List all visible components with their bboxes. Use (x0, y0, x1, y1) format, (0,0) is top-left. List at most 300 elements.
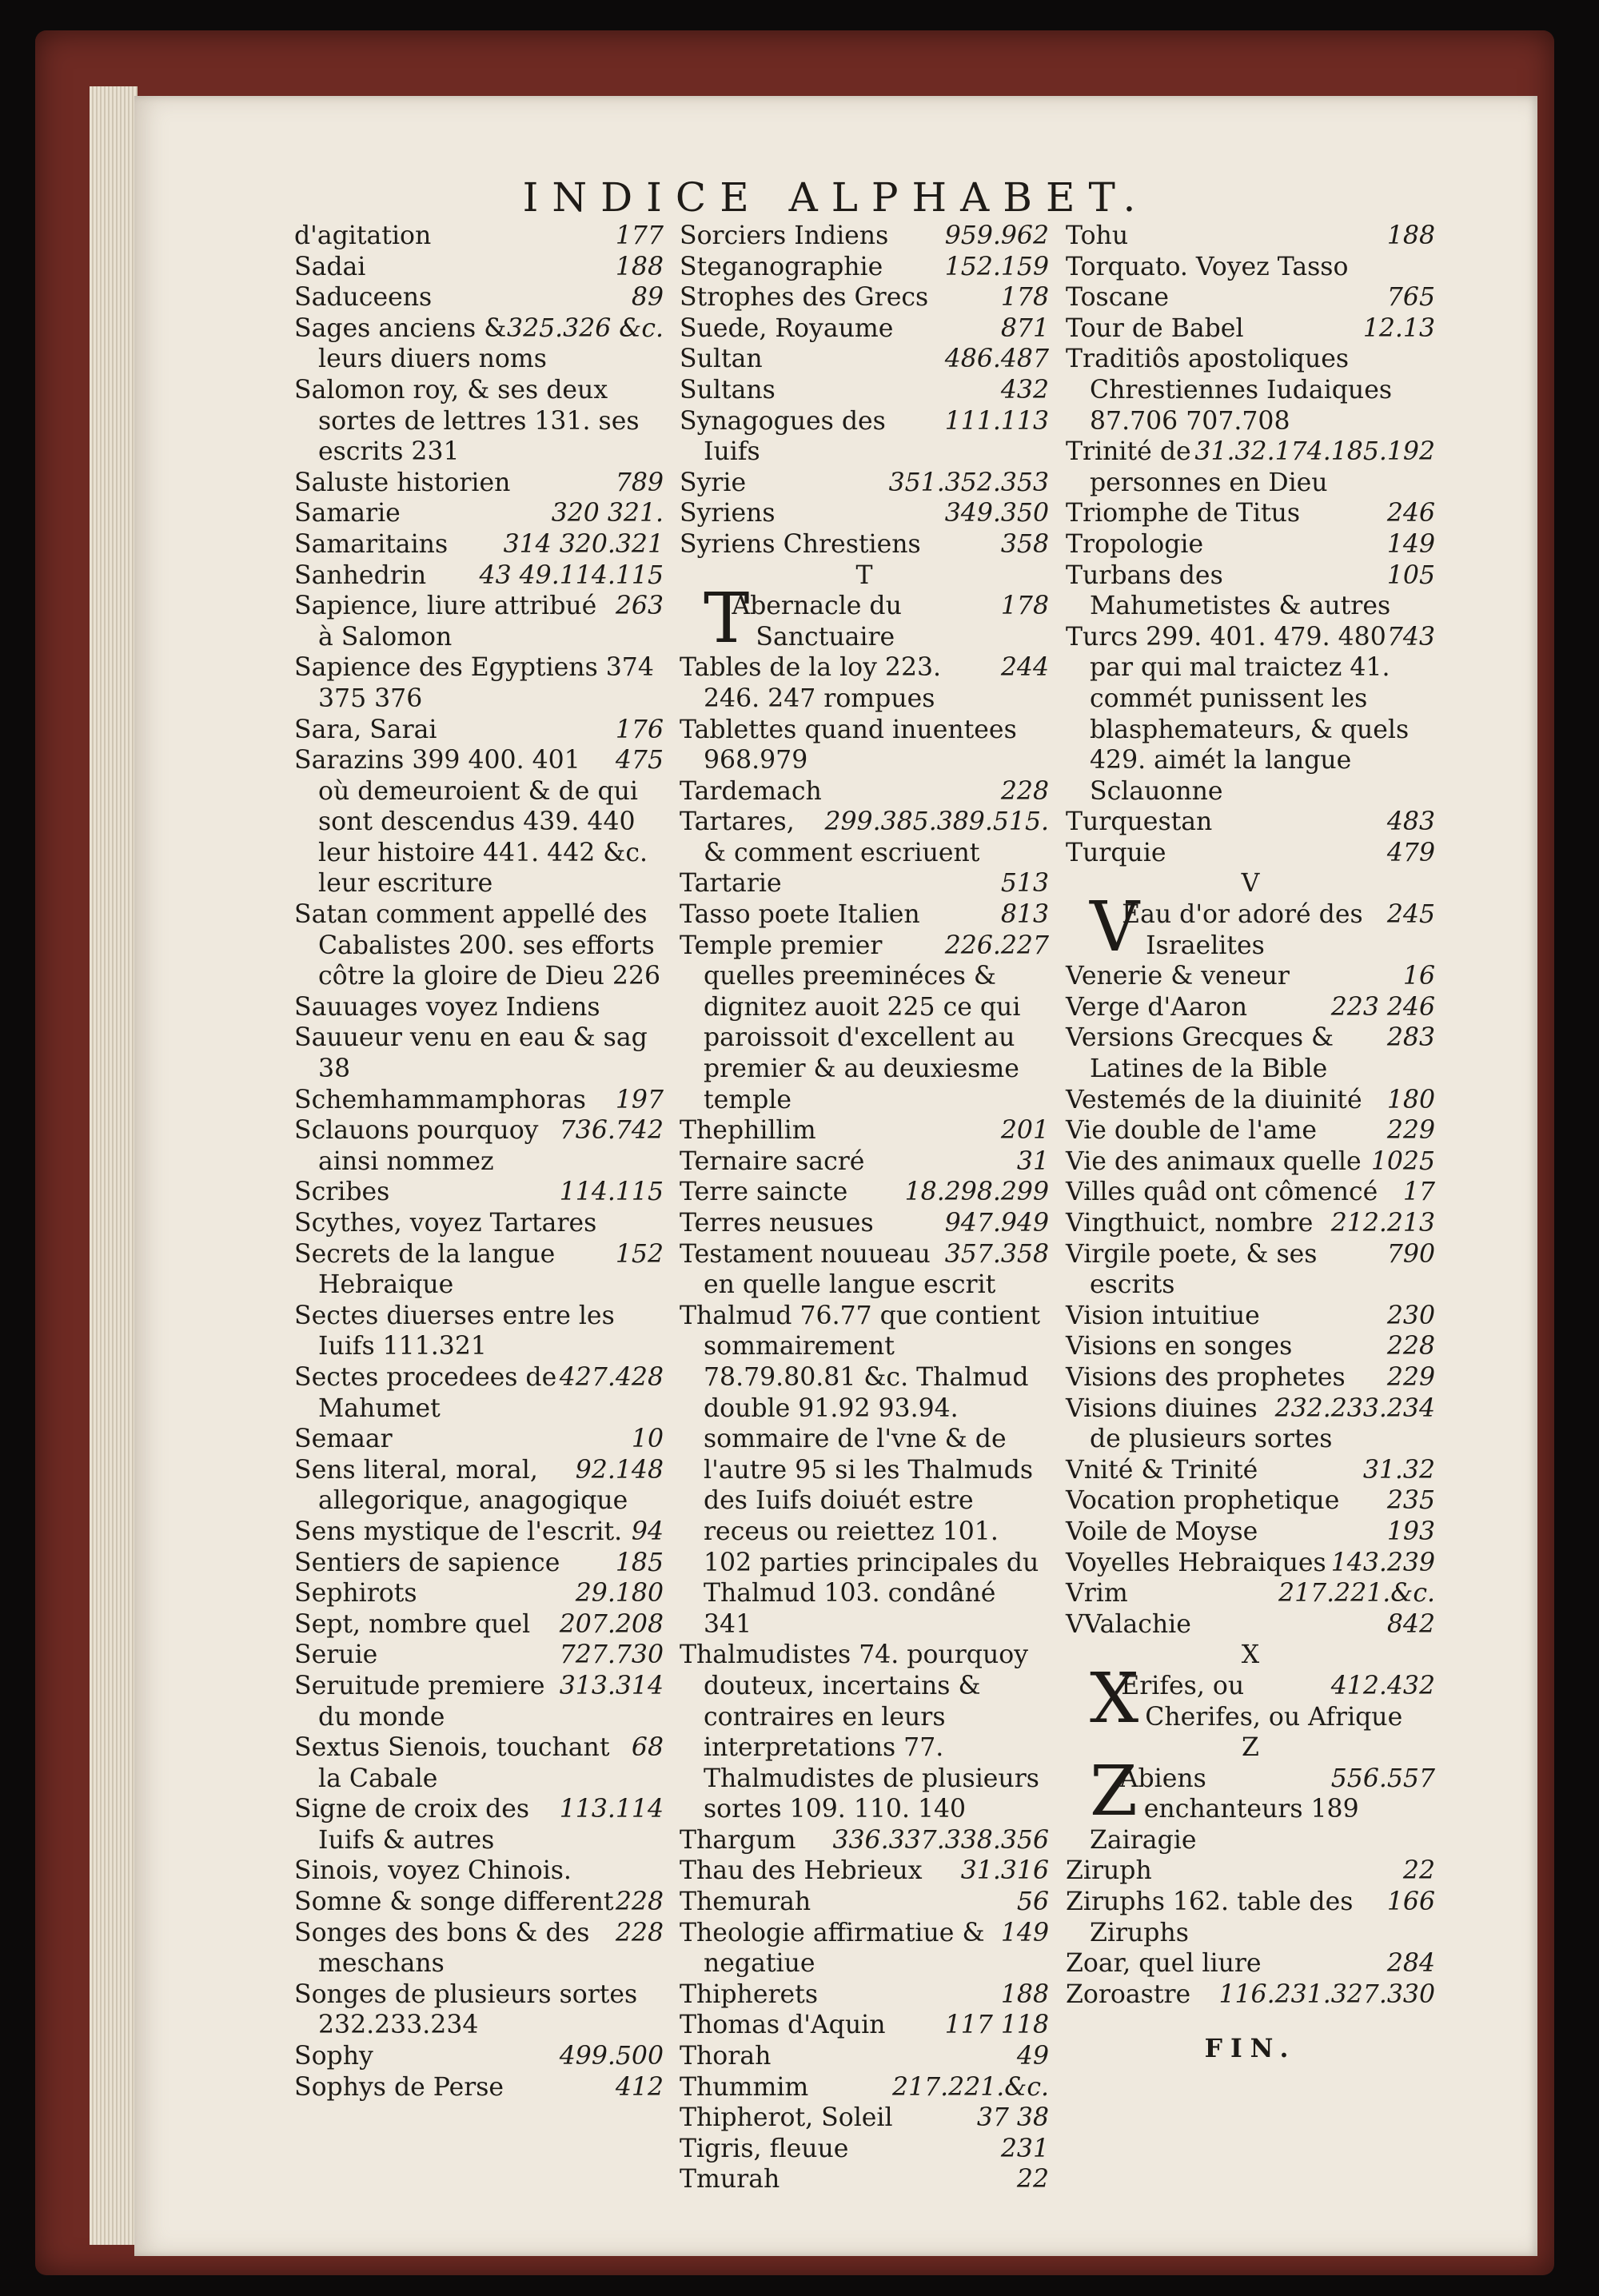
index-entry (1066, 622, 1435, 807)
entry-text: Signe de croix des Iuifs & autres (294, 1795, 530, 1855)
page-reference: 31.32 (1362, 1455, 1435, 1485)
index-entry (294, 1732, 664, 1794)
entry-text: Sapience, liure attribué à Salomon (294, 592, 597, 652)
page-reference: 16 (1402, 962, 1435, 991)
index-entry (680, 1115, 1049, 1146)
index-entry (680, 1825, 1049, 1856)
page-reference: 299.385.389.515. (824, 807, 1049, 837)
entry-text: Sept, nombre quel (294, 1609, 531, 1639)
index-entry (680, 282, 1049, 313)
page-reference: 229 (1386, 1362, 1435, 1392)
page-reference: 244 (1000, 653, 1049, 683)
index-entry (294, 221, 664, 252)
entry-text: Somne & songe different (294, 1887, 614, 1917)
page-reference: 22 (1402, 1856, 1435, 1886)
entry-text: Thomas d'Aquin (680, 2011, 886, 2040)
index-entry (680, 2072, 1049, 2103)
entry-text: Vie double de l'ame (1066, 1116, 1318, 1146)
entry-text: Testament nouueau en quelle langue escrit (680, 1239, 996, 1300)
entry-text: Ziruph (1066, 1856, 1152, 1886)
entry-text: Secrets de la langue Hebraique (294, 1239, 556, 1300)
entry-text: Temple premier quelles preeminéces & dignitez auoit 225 ce qui paroissoit d'excellent au premier & au deuxiesme temple (680, 931, 1021, 1114)
page-reference: 245 (1386, 900, 1435, 930)
index-entry (680, 468, 1049, 499)
index-entry (294, 1208, 664, 1239)
drop-initial: V (1090, 887, 1140, 968)
page-reference: 12.13 (1362, 313, 1435, 343)
index-entry (680, 2103, 1049, 2134)
index-entry (294, 529, 664, 560)
entry-text: Eau d'or adoré des Israelites (1122, 900, 1363, 960)
entry-text: Songes de plusieurs sortes 232.233.234 (294, 1979, 638, 2040)
page-reference: 37 38 (976, 2103, 1049, 2133)
entry-text: Sorciers Indiens (680, 221, 889, 250)
index-entry (680, 579, 1049, 660)
index-entry (294, 1671, 664, 1732)
entry-text: Voyelles Hebraiques (1066, 1548, 1326, 1577)
index-entry (294, 1794, 664, 1856)
index-entry (1066, 436, 1435, 498)
index-entry (1066, 221, 1435, 252)
entry-text: Sens literal, moral, allegorique, anagogique (294, 1455, 628, 1516)
page-reference: 201 (1000, 1116, 1049, 1146)
entry-text: Abernacle du Sanctuaire (732, 592, 902, 652)
entry-text: Toscane (1066, 283, 1170, 313)
entry-text: Sophys de Perse (294, 2072, 504, 2102)
entry-text: Thummim (680, 2072, 809, 2102)
page-reference: 486.487 (944, 345, 1049, 374)
entry-text: Turquestan (1066, 807, 1213, 837)
entry-text: Versions Grecques & Latines de la Bible (1066, 1023, 1334, 1084)
entry-text: Syrie (680, 468, 747, 497)
page-reference: 22 (1016, 2165, 1049, 2194)
page-reference: 178 (1000, 592, 1049, 621)
page-reference: 412.432 (1330, 1671, 1435, 1700)
page-reference: 513 (1000, 869, 1049, 899)
page-reference: 235 (1386, 1486, 1435, 1516)
index-entry (1066, 313, 1435, 345)
entry-text: Vie des animaux quelle (1066, 1146, 1362, 1176)
index-entry (1066, 1658, 1435, 1739)
page-reference: 188 (1386, 221, 1435, 250)
entry-text: Sara, Sarai (294, 715, 437, 744)
index-entry (680, 2134, 1049, 2165)
index-entry (294, 992, 664, 1023)
page-reference: 89 (631, 283, 664, 313)
page-reference: 479 (1386, 838, 1435, 867)
entry-text: Sectes diuerses entre les Iuifs 111.321 (294, 1301, 615, 1361)
index-entry (294, 313, 664, 375)
entry-text: Visions des prophetes (1066, 1362, 1346, 1392)
index-entry (680, 715, 1049, 776)
index-entry (1066, 1609, 1435, 1640)
entry-text: Scribes (294, 1178, 390, 1207)
page-reference: 178 (1000, 283, 1049, 313)
entry-text: Zoroastre (1066, 1979, 1191, 2009)
page-reference: 152 (615, 1239, 664, 1269)
entry-text: Steganographie (680, 252, 883, 281)
index-entry (294, 1115, 664, 1177)
entry-text: Sophy (294, 2042, 373, 2071)
page-reference: 790 (1386, 1239, 1435, 1269)
entry-text: Trinité de personnes en Dieu (1066, 437, 1328, 497)
entry-text: Thephillim (680, 1116, 816, 1146)
index-entry (1066, 1022, 1435, 1084)
section-letter: X (1241, 1640, 1260, 1670)
index-entry (680, 406, 1049, 468)
page-reference: 228 (615, 1918, 664, 1947)
entry-text: Abiens enchanteurs 189 Zairagie (1090, 1764, 1359, 1855)
index-entry (680, 2041, 1049, 2072)
page-reference: 765 (1386, 283, 1435, 313)
index-entry (1066, 1455, 1435, 1486)
entry-text: Themurah (680, 1887, 811, 1917)
entry-text: Tour de Babel (1066, 313, 1244, 343)
section-letter: V (1241, 869, 1260, 899)
entry-text: Schemhammamphoras (294, 1085, 586, 1114)
entry-text: Samaritains (294, 529, 449, 559)
drop-initial: Z (1090, 1751, 1138, 1832)
page-reference: 228 (1386, 1332, 1435, 1361)
entry-text: Thau des Hebrieux (680, 1856, 923, 1886)
index-entry (680, 1640, 1049, 1825)
entry-text: Vingthuict, nombre (1066, 1209, 1314, 1238)
page-reference: 230 (1386, 1301, 1435, 1330)
index-entry (1066, 1517, 1435, 1548)
index-column-3 (1066, 221, 1435, 2065)
entry-text: Traditiôs apostoliques Chrestiennes Iudaiques 87.706 707.708 (1066, 345, 1393, 436)
page-reference: 228 (615, 1887, 664, 1917)
entry-text: Zoar, quel liure (1066, 1949, 1262, 1979)
index-entry (294, 1424, 664, 1455)
entry-text: Semaar (294, 1425, 393, 1454)
index-entry (1066, 1331, 1435, 1362)
index-entry (294, 1022, 664, 1084)
page-reference: 116.231.327.330 (1218, 1979, 1435, 2009)
page-reference: 29.180 (575, 1579, 664, 1608)
entry-text: Salomon roy, & ses deux sortes de lettres 131. ses escrits 231 (294, 375, 640, 467)
entry-text: d'agitation (294, 221, 432, 250)
entry-text: Songes des bons & des meschans (294, 1918, 590, 1979)
page-reference: 105 (1386, 560, 1435, 590)
index-entry (1066, 1485, 1435, 1517)
entry-text: Vision intuitiue (1066, 1301, 1260, 1330)
entry-text: Tmurah (680, 2165, 780, 2194)
index-entry (680, 2010, 1049, 2041)
page-reference: 228 (1000, 776, 1049, 806)
entry-text: Tohu (1066, 221, 1129, 250)
entry-text: Tablettes quand inuentees 968.979 (680, 715, 1017, 775)
page-reference: 197 (615, 1085, 664, 1114)
index-entry (1066, 838, 1435, 869)
index-entry (680, 2164, 1049, 2195)
index-entry (294, 1301, 664, 1362)
index-entry (1066, 252, 1435, 283)
index-page (134, 96, 1537, 2256)
entry-text: Sarazins 399 400. 401 où demeuroient & de qui sont descendus 439. 440 leur histoire 441. 442 &c. leur escriture (294, 746, 648, 899)
index-entry (1066, 560, 1435, 622)
entry-text: Turcs 299. 401. 479. 480 par qui mal traictez 41. commét punissent les blasphemateurs, & quels 429. aimét la langue Sclauonne (1066, 622, 1410, 806)
page-reference: 180 (1386, 1085, 1435, 1114)
entry-text: Visions en songes (1066, 1332, 1293, 1361)
page-reference: 427.428 (559, 1362, 664, 1392)
index-entry (294, 1979, 664, 2041)
section-letter: T (855, 560, 873, 590)
entry-text: Vestemés de la diuinité (1066, 1085, 1362, 1114)
page-edges (90, 86, 138, 2245)
entry-text: Sapience des Egyptiens 374 375 376 (294, 653, 654, 713)
index-entry (1066, 344, 1435, 436)
fin-label: FIN. (1204, 2034, 1297, 2064)
index-entry (1066, 1948, 1435, 1979)
entry-text: Strophes des Grecs (680, 283, 929, 313)
page-reference: 232.233.234 (1274, 1393, 1435, 1423)
index-entry (294, 1640, 664, 1671)
page-reference: 813 (1000, 900, 1049, 930)
page-reference: 10 (631, 1425, 664, 1454)
entry-text: Vnité & Trinité (1066, 1455, 1258, 1485)
page-reference: 94 (631, 1517, 664, 1546)
entry-text: Sages anciens & leurs diuers noms (294, 313, 547, 374)
index-entry (294, 468, 664, 499)
page-reference: 31 (1016, 1146, 1049, 1176)
page-reference: 357.358 (944, 1239, 1049, 1269)
entry-text: VValachie (1066, 1609, 1191, 1639)
index-entry (680, 1239, 1049, 1301)
page-reference: 113.114 (559, 1795, 664, 1824)
page-reference: 313.314 (559, 1671, 664, 1700)
entry-text: Tardemach (680, 776, 822, 806)
page-reference: 1025 (1370, 1146, 1435, 1176)
index-entry (294, 375, 664, 468)
page-reference: 736.742 (559, 1116, 664, 1146)
entry-text: Sanhedrin (294, 560, 427, 590)
entry-text: Sauuages voyez Indiens (294, 992, 600, 1022)
entry-text: Samarie (294, 499, 401, 528)
page-reference: 217.221.&c. (1278, 1579, 1435, 1608)
index-entry (1066, 1085, 1435, 1116)
index-entry (680, 498, 1049, 529)
index-entry (294, 1085, 664, 1116)
page-reference: 432 (1000, 375, 1049, 405)
index-entry (680, 899, 1049, 931)
page-reference: 231 (1000, 2134, 1049, 2163)
page-reference: 412 (615, 2072, 664, 2102)
entry-text: Syriens (680, 499, 776, 528)
entry-text: Ternaire sacré (680, 1146, 865, 1176)
entry-text: Villes quâd ont cômencé (1066, 1178, 1378, 1207)
index-entry (1066, 498, 1435, 529)
page-reference: 283 (1386, 1023, 1435, 1053)
page-reference: 229 (1386, 1116, 1435, 1146)
running-header: INDICE ALPHABET. (522, 174, 1150, 221)
entry-text: Synagogues des Iuifs (680, 406, 886, 467)
index-entry (294, 252, 664, 283)
page-reference: 176 (615, 715, 664, 744)
page-reference: 499.500 (559, 2042, 664, 2071)
entry-text: Terre saincte (680, 1178, 848, 1207)
page-reference: 31.32.174.185.192 (1194, 437, 1435, 467)
index-entry (294, 1239, 664, 1301)
entry-text: Thalmud 76.77 que contient sommairement 78.79.80.81 &c. Thalmud double 91.92 93.94. sommaire de l'vne & de l'autre 95 si les Thalmuds des Iuifs doiuét estre receus ou reiettez 101. 102 parties principales du Thalmud 103. condâné 341 (680, 1301, 1040, 1639)
page-reference: 207.208 (559, 1609, 664, 1639)
index-entry (1066, 1393, 1435, 1455)
entry-text: Turquie (1066, 838, 1166, 867)
entry-text: Thalmudistes 74. pourquoy douteux, incertains & contraires en leurs interpretations 77. Thalmudistes de plusieurs sortes 109. 110. 140 (680, 1640, 1039, 1824)
index-entry (1066, 1177, 1435, 1208)
index-entry (680, 1208, 1049, 1239)
page-reference: 18.298.299 (904, 1178, 1049, 1207)
page-reference: 351.352.353 (888, 468, 1049, 497)
entry-text: Sinois, voyez Chinois. (294, 1856, 572, 1886)
index-entry (1066, 1146, 1435, 1178)
entry-text: Triomphe de Titus (1066, 499, 1301, 528)
page-reference: 320 321. (551, 499, 664, 528)
index-entry (680, 1301, 1049, 1640)
index-entry (680, 529, 1049, 560)
entry-text: Venerie & veneur (1066, 962, 1290, 991)
page-reference: 185 (615, 1548, 664, 1577)
page-reference: 246 (1386, 499, 1435, 528)
page-reference: 349.350 (944, 499, 1049, 528)
page-reference: 263 (615, 592, 664, 621)
index-entry (294, 1856, 664, 1887)
index-entry (680, 1177, 1049, 1208)
index-entry (1066, 1239, 1435, 1301)
index-entry (294, 1918, 664, 1979)
index-entry (1066, 1548, 1435, 1579)
page-reference: 314 320.321 (503, 529, 664, 559)
page-reference: 217.221.&c. (892, 2072, 1049, 2102)
page-reference: 49 (1016, 2042, 1049, 2071)
page-reference: 188 (1000, 1979, 1049, 2009)
page-reference: 188 (615, 252, 664, 281)
index-entry (294, 1887, 664, 1918)
page-reference: 212.213 (1330, 1209, 1435, 1238)
entry-text: Sauueur venu en eau & sag 38 (294, 1023, 648, 1084)
index-entry (680, 1979, 1049, 2011)
entry-text: Vocation prophetique (1066, 1486, 1340, 1516)
index-entry (680, 1887, 1049, 1918)
entry-text: Verge d'Aaron (1066, 992, 1248, 1022)
entry-text: Sultans (680, 375, 776, 405)
entry-text: Sclauons pourquoy ainsi nommez (294, 1116, 539, 1176)
page-reference: 166 (1386, 1887, 1435, 1917)
index-entry (1066, 1751, 1435, 1856)
index-entry (294, 2072, 664, 2103)
page-reference: 114.115 (559, 1178, 664, 1207)
index-entry (294, 1578, 664, 1609)
entry-text: Sultan (680, 345, 763, 374)
index-entry (294, 1177, 664, 1208)
page-reference: 43 49.114.115 (479, 560, 664, 590)
entry-text: Visions diuines de plusieurs sortes (1066, 1393, 1333, 1454)
entry-text: Tigris, fleuue (680, 2134, 849, 2163)
page-reference: 743 (1386, 622, 1435, 652)
page-reference: 149 (1386, 529, 1435, 559)
entry-text: Turbans des Mahumetistes & autres (1066, 560, 1391, 621)
page-reference: 284 (1386, 1949, 1435, 1979)
entry-text: Tables de la loy 223. 246. 247 rompues (680, 653, 942, 713)
index-entry (294, 1609, 664, 1640)
index-entry (680, 1856, 1049, 1887)
entry-text: Saluste historien (294, 468, 511, 497)
page-reference: 226.227 (944, 931, 1049, 960)
entry-text: Sectes procedees de Mahumet (294, 1362, 557, 1423)
index-entry (294, 745, 664, 899)
index-entry (294, 1455, 664, 1517)
index-entry (1066, 282, 1435, 313)
index-entry (1066, 1979, 1435, 2011)
page-reference: 789 (615, 468, 664, 497)
index-entry (680, 344, 1049, 375)
index-column-1 (294, 221, 664, 2103)
index-entry (680, 313, 1049, 345)
index-column-2 (680, 221, 1049, 2195)
page-reference: 68 (631, 1733, 664, 1763)
page-reference: 223 246 (1330, 992, 1435, 1022)
page-reference: 358 (1000, 529, 1049, 559)
index-entry (680, 652, 1049, 714)
entry-text: Saduceens (294, 283, 433, 313)
page-reference: 143.239 (1330, 1548, 1435, 1577)
entry-text: Sadai (294, 252, 366, 281)
page-reference: 117 118 (944, 2011, 1049, 2040)
page-reference: 842 (1386, 1609, 1435, 1639)
index-entry (1066, 1578, 1435, 1609)
index-entry (1066, 887, 1435, 968)
page-reference: 556.557 (1330, 1764, 1435, 1793)
entry-text: Scythes, voyez Tartares (294, 1209, 597, 1238)
entry-text: Sextus Sienois, touchant la Cabale (294, 1733, 610, 1793)
section-letter: Z (1242, 1733, 1259, 1763)
entry-text: Seruie (294, 1640, 378, 1670)
entry-text: Theologie affirmatiue & negatiue (680, 1918, 985, 1979)
index-entry (680, 931, 1049, 1116)
entry-text: Seruitude premiere du monde (294, 1671, 545, 1732)
index-entry (680, 1146, 1049, 1178)
index-entry (680, 807, 1049, 868)
index-entry (294, 652, 664, 714)
page-reference: 325.326 &c. (507, 313, 664, 343)
index-entry (1066, 1362, 1435, 1393)
page-reference: 92.148 (575, 1455, 664, 1485)
entry-text: Thorah (680, 2042, 772, 2071)
entry-text: Tropologie (1066, 529, 1204, 559)
index-entry (680, 375, 1049, 406)
page-reference: 483 (1386, 807, 1435, 837)
page-reference: 947.949 (944, 1209, 1049, 1238)
entry-text: Sentiers de sapience (294, 1548, 560, 1577)
index-entry (294, 2041, 664, 2072)
entry-text: Syriens Chrestiens (680, 529, 921, 559)
entry-text: Sephirots (294, 1579, 417, 1608)
index-entry (294, 1517, 664, 1548)
page-reference: 152.159 (944, 252, 1049, 281)
entry-text: Torquato. Voyez Tasso (1066, 252, 1349, 281)
entry-text: Tasso poete Italien (680, 900, 920, 930)
index-entry (1066, 529, 1435, 560)
index-entry (294, 282, 664, 313)
entry-text: Satan comment appellé des Cabalistes 200. ses efforts côtre la gloire de Dieu 226 (294, 900, 661, 991)
entry-text: Voile de Moyse (1066, 1517, 1258, 1546)
entry-text: Thargum (680, 1825, 796, 1855)
index-entry (294, 899, 664, 992)
index-entry (1066, 1115, 1435, 1146)
entry-text: Suede, Royaume (680, 313, 894, 343)
entry-text: Tartarie (680, 869, 782, 899)
entry-text: Vrim (1066, 1579, 1128, 1608)
